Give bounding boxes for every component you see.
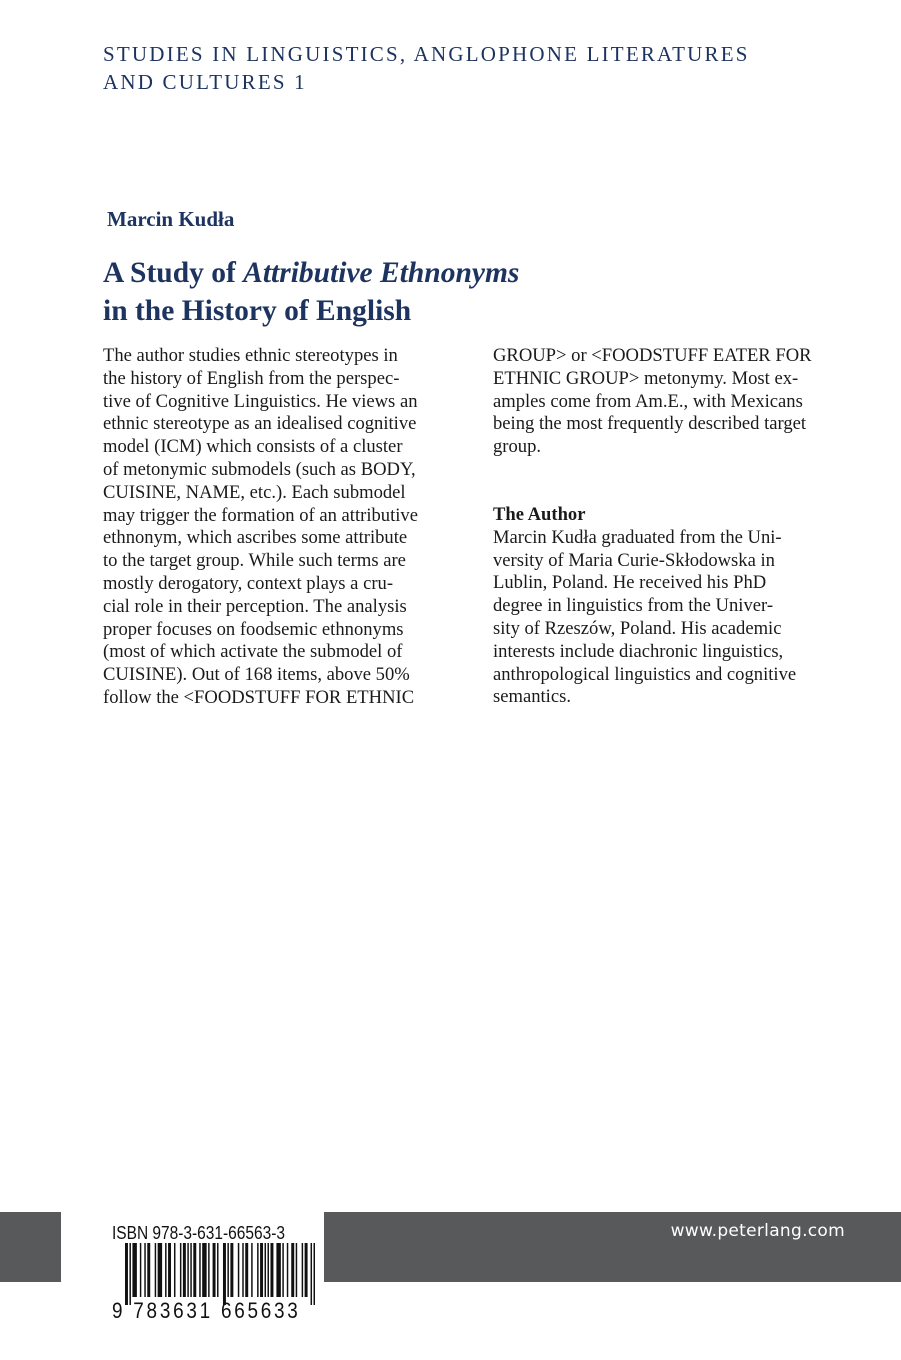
text-line: group.	[493, 436, 542, 458]
barcode-bar	[140, 1243, 141, 1297]
text-line: model (ICM) which consists of a cluster	[103, 436, 403, 458]
footer-bar-left	[0, 1212, 61, 1282]
blurb-right-column	[493, 345, 812, 709]
text-line: cial role in their perception. The analysis	[103, 595, 407, 617]
barcode-bar	[155, 1243, 156, 1297]
barcode-bar	[251, 1243, 252, 1297]
text-line: CUISINE, NAME, etc.). Each submodel	[103, 481, 406, 503]
barcode-bar	[217, 1243, 218, 1297]
barcode-bar	[291, 1243, 294, 1297]
barcode-bar	[296, 1243, 297, 1297]
barcode-bar	[183, 1243, 186, 1297]
barcode-bar	[129, 1243, 130, 1305]
barcode-bar	[165, 1243, 166, 1297]
text-line: Marcin Kudła graduated from the Uni-	[493, 526, 782, 548]
text-line: ETHNIC GROUP> metonymy. Most ex-	[493, 367, 799, 389]
barcode-bar	[190, 1243, 191, 1297]
barcode	[125, 1243, 315, 1305]
text-line: tive of Cognitive Linguistics. He views an	[103, 390, 418, 412]
series-line: STUDIES IN LINGUISTICS, ANGLOPHONE LITERATURES	[103, 42, 750, 66]
text-line: ethnonym, which ascribes some attribute	[103, 527, 408, 549]
barcode-digits: 9 783631 665633	[112, 1298, 301, 1323]
barcode-bar	[132, 1243, 136, 1297]
text-line: may trigger the formation of an attributive	[103, 504, 418, 526]
title-line2: in the History of English	[103, 295, 412, 327]
barcode-bar	[193, 1243, 196, 1297]
barcode-bar	[208, 1243, 209, 1297]
text-line: semantics.	[493, 686, 571, 708]
barcode-bar	[276, 1243, 280, 1297]
barcode-bar	[168, 1243, 171, 1297]
text-line: GROUP> or <FOODSTUFF EATER FOR	[493, 345, 812, 366]
barcode-bar	[147, 1243, 150, 1297]
barcode-bar	[245, 1243, 248, 1297]
barcode-bar	[282, 1243, 283, 1297]
text-line: to the target group. While such terms are	[103, 550, 406, 572]
text-line: the history of English from the perspec-	[103, 367, 400, 389]
text-line: follow the <FOODSTUFF FOR ETHNIC	[103, 686, 415, 708]
author-name: Marcin Kudła	[107, 207, 235, 231]
barcode-bar	[287, 1243, 288, 1297]
barcode-bar	[265, 1243, 266, 1297]
text-line: being the most frequently described target	[493, 413, 807, 435]
barcode-bar	[314, 1243, 315, 1305]
text-line: of metonymic submodels (such as BODY,	[103, 458, 416, 480]
series-title	[103, 40, 750, 96]
barcode-bar	[305, 1243, 308, 1297]
book-title	[103, 254, 519, 330]
barcode-bar	[227, 1243, 228, 1297]
barcode-bar	[311, 1243, 312, 1305]
title-prefix: A Study of	[103, 257, 244, 289]
barcode-bar	[174, 1243, 175, 1297]
blurb-left-column	[103, 345, 418, 710]
barcode-bar	[238, 1243, 239, 1297]
isbn-label: ISBN 978-3-631-66563-3	[112, 1223, 285, 1243]
barcode-bar	[202, 1243, 206, 1297]
text-line: ethnic stereotype as an idealised cognitive	[103, 413, 417, 435]
text-line: sity of Rzeszów, Poland. His academic	[493, 617, 782, 639]
series-line: AND CULTURES 1	[103, 70, 307, 94]
barcode-bar	[180, 1243, 181, 1297]
barcode-bar	[260, 1243, 263, 1297]
text-line: CUISINE). Out of 168 items, above 50%	[103, 664, 410, 686]
barcode-bar	[270, 1243, 273, 1297]
title-italic: Attributive Ethnonyms	[243, 257, 520, 289]
text-line: mostly derogatory, context plays a cru-	[103, 572, 394, 594]
text-line: Lublin, Poland. He received his PhD	[493, 572, 767, 594]
barcode-bar	[223, 1243, 226, 1305]
barcode-bar	[199, 1243, 200, 1297]
about-author-heading: The Author	[493, 503, 586, 525]
barcode-bar	[302, 1243, 303, 1297]
text-line: interests include diachronic linguistics,	[493, 640, 784, 662]
publisher-url[interactable]: www.peterlang.com	[670, 1221, 845, 1241]
barcode-bar	[257, 1243, 258, 1297]
barcode-bar	[268, 1243, 269, 1297]
barcode-bar	[230, 1243, 233, 1297]
barcode-bar	[125, 1243, 128, 1305]
text-line: degree in linguistics from the Univer-	[493, 595, 774, 617]
text-line: The author studies ethnic stereotypes in	[103, 345, 398, 366]
text-line: amples come from Am.E., with Mexicans	[493, 390, 803, 412]
text-line: versity of Maria Curie-Skłodowska in	[493, 549, 775, 571]
barcode-bar	[187, 1243, 188, 1297]
text-line: (most of which activate the submodel of	[103, 641, 403, 663]
barcode-bar	[158, 1243, 162, 1297]
barcode-bar	[213, 1243, 216, 1297]
barcode-bar	[144, 1243, 145, 1297]
text-line: anthropological linguistics and cognitive	[493, 663, 797, 685]
barcode-bar	[242, 1243, 243, 1297]
text-line: proper focuses on foodsemic ethnonyms	[103, 618, 404, 640]
